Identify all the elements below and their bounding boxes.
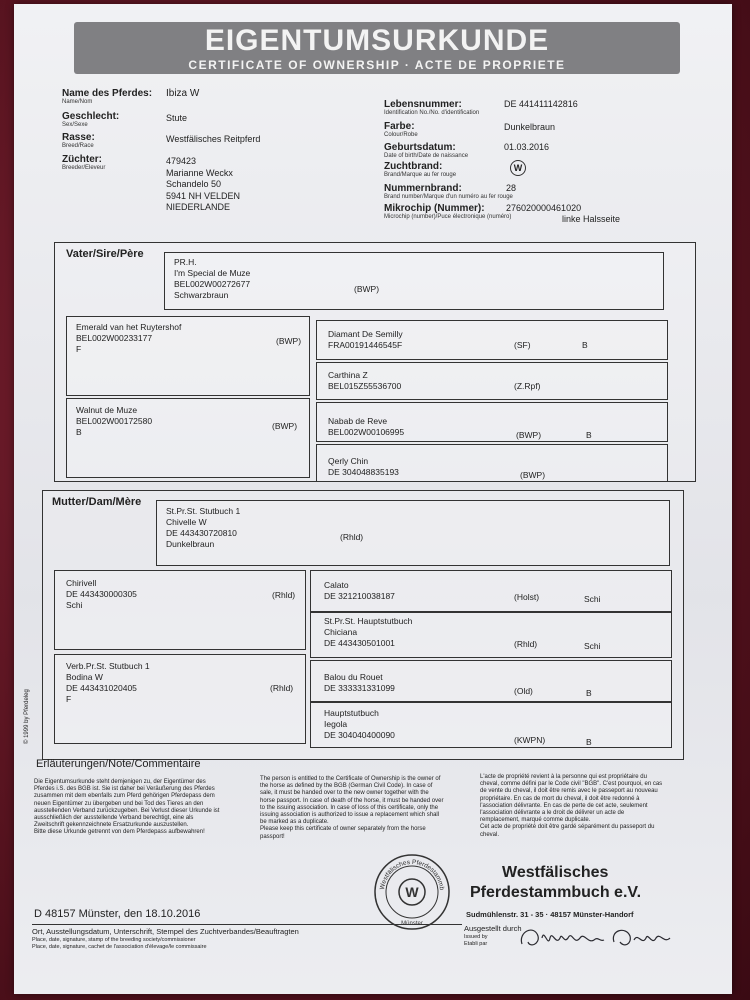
dam-gg2-color: Schi <box>584 641 601 651</box>
birth-sublabel: Date of birth/Date de naissance <box>384 153 469 159</box>
breeder-address <box>166 156 240 214</box>
brand-number-label: Nummernbrand: <box>384 183 462 194</box>
notes-fr-line: de vente du cheval, il doit être remis avec le passeport au nouveau <box>480 788 658 795</box>
sire-title: PR.H. <box>174 257 197 267</box>
notes-english <box>260 776 480 841</box>
sex-value: Stute <box>166 113 188 123</box>
notes-french <box>480 774 710 839</box>
notes-fr-line: remplacement, marqué comme duplicate. <box>480 817 591 824</box>
color-sublabel: Colour/Robe <box>384 132 418 138</box>
breeder-name: Marianne Weckx <box>166 167 233 178</box>
breed-label: Rasse: <box>62 132 95 143</box>
dam-gg1-association: (Holst) <box>514 592 540 602</box>
dam-gg2-association: (Rhld) <box>514 639 538 649</box>
breeder-label: Züchter: <box>62 154 102 165</box>
life-number-field <box>384 99 479 117</box>
microchip-sublabel: Microchip (number)/Puce électronique (numéro) <box>384 214 512 220</box>
breeder-country: NIEDERLANDE <box>166 202 231 212</box>
life-number-sublabel: Identification No./No. d'identification <box>384 110 480 116</box>
ggd1-number: BEL015Z55536700 <box>328 381 402 391</box>
notes-fr-line: L'acte de propriété revient à la personne qui est propriétaire du <box>480 774 647 780</box>
notes-de-line: zusammen mit dem ebenfalls zum Pferd gehörigen Pferdepass dem <box>34 793 215 800</box>
notes-en-line: passport! <box>260 833 285 840</box>
place-label: Ort, Ausstellungsdatum, Unterschrift, Stempel des Zuchtverbandes/Beauftragten <box>32 927 299 936</box>
color-field <box>384 121 418 139</box>
ggs1-association: (SF) <box>514 340 531 350</box>
notes-en-line: the horse as defined by the BGB (German Civil Code). In case of <box>260 783 433 790</box>
place-label-fr: Place, date, signature, cachet de l'association d'élevage/le commissaire <box>32 944 207 950</box>
ggs2-association: (BWP) <box>516 430 542 440</box>
dam-gg3-name: Balou du Rouet <box>324 672 383 682</box>
issued-by-label: Ausgestellt durch <box>464 924 522 933</box>
breed-value: Westfälisches Reitpferd <box>166 134 261 144</box>
notes-en-line: be marked as a duplicate. <box>260 819 329 826</box>
dam-title: St.Pr.St. Stutbuch 1 <box>166 506 241 516</box>
breed-brand-icon: W <box>510 160 526 176</box>
dam-gg2-name: Chiciana <box>324 627 358 637</box>
brand-number: 28 <box>506 183 517 193</box>
ggs2-color: B <box>586 430 592 440</box>
dam-heading: Mutter/Dam/Mère <box>52 496 142 508</box>
notes-en-line: The person is entitled to the Certificate of Ownership is the owner of <box>260 776 441 782</box>
issue-place-date: D 48157 Münster, den 18.10.2016 <box>34 908 201 920</box>
sex-label: Geschlecht: <box>62 111 120 122</box>
notes-german <box>34 779 254 837</box>
life-number-label: Lebensnummer: <box>384 99 462 110</box>
color-value: Dunkelbraun <box>504 122 556 132</box>
color-label: Farbe: <box>384 121 415 132</box>
sire-association: (BWP) <box>354 284 380 294</box>
brand-label: Zuchtbrand: <box>384 161 443 172</box>
ggd2-name: Qerly Chin <box>328 456 369 466</box>
notes-de-line: Bitte diese Urkunde getrennt von dem Pferdepass aufbewahren! <box>34 829 205 836</box>
dam-gg2-title: St.Pr.St. Hauptstutbuch <box>324 616 413 626</box>
brand-number-field <box>384 183 513 201</box>
birth-field <box>384 142 468 160</box>
dam-gg4-color: B <box>586 737 592 747</box>
dam-grandsire-number: DE 443430000305 <box>66 589 137 599</box>
notes-en-line: sale, it must be handed over to the new owner together with the <box>260 790 429 797</box>
notes-fr-line: l'association délivrante. En cas de perte de cet acte, seulement <box>480 802 648 809</box>
ggd2-number: DE 304048835193 <box>328 467 399 477</box>
brand-field <box>384 161 456 179</box>
notes-en-line: issuing association is authorized to issue a replacement which shall <box>260 812 440 819</box>
signature-line <box>32 924 462 925</box>
breed-field <box>62 132 95 150</box>
dam-gg1-number: DE 321210038187 <box>324 591 395 601</box>
breed-sublabel: Breed/Race <box>62 143 94 149</box>
dam-gg4-number: DE 304040400090 <box>324 730 395 740</box>
notes-de-line: neuen Eigentümer zu übergeben und bei Tod des Tieres an den <box>34 800 204 807</box>
dam-grandsire-color: Schi <box>66 600 83 610</box>
ggd2-association: (BWP) <box>520 470 546 480</box>
dam-name: Chivelle W <box>166 517 207 527</box>
seal-text: Westfälisches Pferdestammb <box>378 858 445 891</box>
birth-label: Geburtsdatum: <box>384 142 456 153</box>
ggd1-name: Carthina Z <box>328 370 368 380</box>
dam-gg1-color: Schi <box>584 594 601 604</box>
granddam-number: BEL002W00172580 <box>76 416 153 426</box>
certificate-header <box>74 22 680 74</box>
ggs1-number: FRA00191446545F <box>328 340 403 350</box>
grandsire-number: BEL002W00233177 <box>76 333 153 343</box>
granddam-name: Walnut de Muze <box>76 405 138 415</box>
certificate-paper <box>14 4 732 994</box>
issued-by-en: Issued by <box>464 934 488 940</box>
seal-letter: W <box>405 884 419 900</box>
notes-fr-line: propriétaire. En cas de mort du cheval, il doit être redonné à <box>480 795 640 802</box>
granddam-color: B <box>76 427 82 437</box>
dam-granddam-number: DE 443431020405 <box>66 683 137 693</box>
dam-granddam-title: Verb.Pr.St. Stutbuch 1 <box>66 661 150 671</box>
notes-de-line: ausschließlich der ausstellende Verband berechtigt, eine als <box>34 815 194 822</box>
association-seal <box>372 852 452 932</box>
dam-gg2-number: DE 443430501001 <box>324 638 395 648</box>
horse-name-field <box>62 88 152 106</box>
notes-fr-line: Cet acte de propriété doit être gardé séparément du passeport du <box>480 824 655 831</box>
breeder-field <box>62 154 105 172</box>
dam-gg4-association: (KWPN) <box>514 735 546 745</box>
name-label: Name des Pferdes: <box>62 88 153 99</box>
notes-de-line: Pferdes i.S. des BGB ist. Sie ist daher bei Veräußerung des Pferdes <box>34 786 215 793</box>
dam-granddam-name: Bodina W <box>66 672 103 682</box>
ggd1-association: (Z.Rpf) <box>514 381 541 391</box>
sire-color: Schwarzbraun <box>174 290 229 300</box>
birth-date: 01.03.2016 <box>504 142 550 152</box>
name-sublabel: Name/Nom <box>62 99 93 105</box>
sire-number: BEL002W00272677 <box>174 279 251 289</box>
org-name-line1: Westfälisches <box>502 864 609 881</box>
breeder-street: Schandelo 50 <box>166 179 222 189</box>
handwritten-signature <box>514 918 684 956</box>
notes-fr-line: cheval, comme défini par le Code civil "BGB". C'est pourquoi, en cas <box>480 781 663 788</box>
notes-de-line: Die Eigentumsurkunde steht demjenigen zu, der Eigentümer des <box>34 779 206 785</box>
notes-fr-line: cheval. <box>480 831 500 838</box>
notes-en-line: horse passport. In case of death of the horse, it must be handed over <box>260 797 444 804</box>
notes-de-line: Zweitschrift gekennzeichnete Ersatzurkunde auszustellen. <box>34 822 189 829</box>
sex-sublabel: Sex/Sexe <box>62 122 88 128</box>
dam-gg4-name: Iegola <box>324 719 348 729</box>
dam-gg4-title: Hauptstutbuch <box>324 708 379 718</box>
notes-fr-line: l'association délivrante a le droit de délivrer un acte de <box>480 810 625 817</box>
breeder-id: 479423 <box>166 156 197 166</box>
notes-en-line: to the issuing association. In case of loss of this certificate, only the <box>260 804 439 811</box>
horse-name: Ibiza W <box>166 88 200 99</box>
ggs2-name: Nabab de Reve <box>328 416 388 426</box>
microchip-number: 276020000461020 <box>506 203 582 213</box>
dam-gg3-color: B <box>586 688 592 698</box>
seal-bottom-text: Münster <box>401 921 423 927</box>
life-number: DE 441411142816 <box>504 99 578 109</box>
issued-by-fr: Etabli par <box>464 941 488 947</box>
breeder-sublabel: Breeder/Eleveur <box>62 165 106 171</box>
granddam-association: (BWP) <box>272 421 298 431</box>
dam-color: Dunkelbraun <box>166 539 215 549</box>
dam-gg3-association: (Old) <box>514 686 533 696</box>
certificate-title: EIGENTUMSURKUNDE <box>204 24 550 57</box>
dam-number: DE 443430720810 <box>166 528 237 538</box>
brand-number-sublabel: Brand number/Marque d'un numéro au fer rouge <box>384 194 513 200</box>
dam-association: (Rhld) <box>340 532 364 542</box>
notes-en-line: Please keep this certificate of owner separately from the horse <box>260 826 426 833</box>
ggs1-color: B <box>582 340 588 350</box>
dam-grandsire-name: Chirivell <box>66 578 97 588</box>
dam-gg3-number: DE 333331331099 <box>324 683 395 693</box>
microchip-field <box>384 203 511 221</box>
dam-grandsire-association: (Rhld) <box>272 590 296 600</box>
certificate-subtitle: CERTIFICATE OF OWNERSHIP · ACTE DE PROPRIETE <box>188 58 566 72</box>
microchip-label: Mikrochip (Nummer): <box>384 203 485 214</box>
org-address: Sudmühlenstr. 31 - 35 · 48157 Münster-Handorf <box>466 910 634 919</box>
microchip-position: linke Halsseite <box>562 214 621 224</box>
ggs1-name: Diamant De Semilly <box>328 329 403 339</box>
sire-name: I'm Special de Muze <box>174 268 251 278</box>
grandsire-association: (BWP) <box>276 336 302 346</box>
place-label-en: Place, date, signature, stamp of the breeding society/commissioner <box>32 937 196 943</box>
org-name-line2: Pferdestammbuch e.V. <box>470 884 642 901</box>
sire-heading: Vater/Sire/Père <box>66 248 144 260</box>
notes-de-line: ausstellenden Verband zurückzugeben. Bei Verlust dieser Urkunde ist <box>34 807 220 814</box>
ggs2-number: BEL002W00106995 <box>328 427 405 437</box>
breeder-city: 5941 NH VELDEN <box>166 190 241 201</box>
brand-sublabel: Brand/Marque au fer rouge <box>384 172 457 178</box>
dam-gg1-name: Calato <box>324 580 349 590</box>
copyright-note: © 1999 by Pferdeleg <box>24 689 30 744</box>
sex-field <box>62 111 119 129</box>
notes-heading: Erläuterungen/Note/Commentaire <box>36 758 201 770</box>
dam-granddam-association: (Rhld) <box>270 683 294 693</box>
grandsire-name: Emerald van het Ruytershof <box>76 322 182 332</box>
grandsire-color: F <box>76 344 82 354</box>
dam-granddam-color: F <box>66 694 72 704</box>
